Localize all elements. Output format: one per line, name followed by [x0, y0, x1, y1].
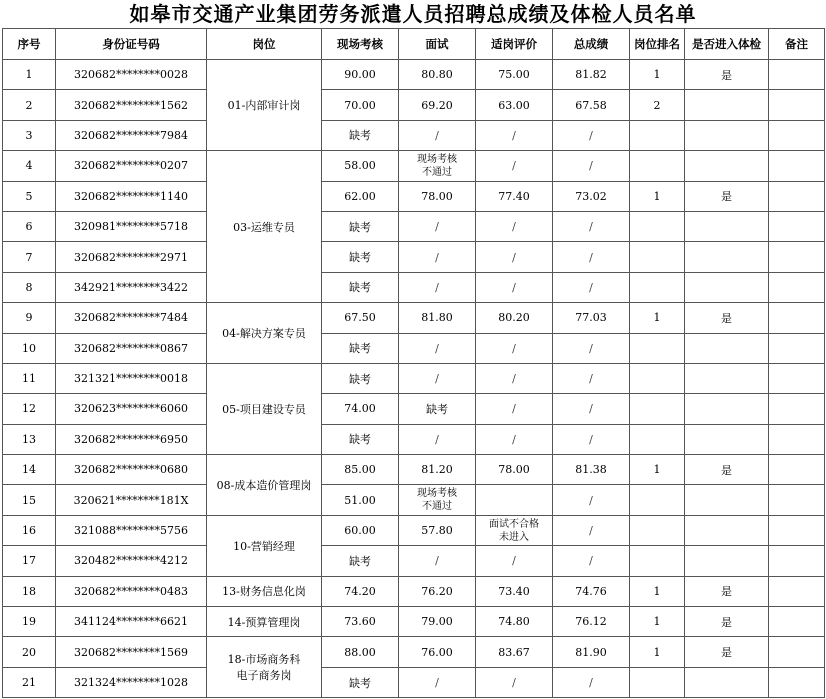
- table-row: [3, 576, 825, 606]
- table-row: [3, 637, 825, 667]
- cell-total: 76.12: [553, 607, 630, 637]
- cell-eval: /: [476, 667, 553, 697]
- table-row: [3, 515, 825, 545]
- table-row: [3, 303, 825, 333]
- cell-note: [769, 211, 825, 241]
- cell-id: 320682********1569: [56, 637, 207, 667]
- cell-onsite: 67.50: [322, 303, 399, 333]
- cell-onsite: 60.00: [322, 515, 399, 545]
- cell-exam: [685, 485, 769, 515]
- cell-position: 03-运维专员: [207, 151, 322, 303]
- cell-onsite: 70.00: [322, 90, 399, 120]
- cell-rank: 1: [630, 576, 685, 606]
- cell-total: 67.58: [553, 90, 630, 120]
- cell-no: 15: [3, 485, 56, 515]
- cell-rank: 1: [630, 607, 685, 637]
- cell-eval: /: [476, 424, 553, 454]
- cell-no: 8: [3, 272, 56, 302]
- cell-interview: 79.00: [399, 607, 476, 637]
- cell-onsite: 缺考: [322, 211, 399, 241]
- cell-id: 320981********5718: [56, 211, 207, 241]
- table-row: [3, 181, 825, 211]
- cell-eval: /: [476, 363, 553, 393]
- cell-total: /: [553, 242, 630, 272]
- cell-note: [769, 363, 825, 393]
- cell-note: [769, 181, 825, 211]
- cell-interview: 76.00: [399, 637, 476, 667]
- table-row: [3, 363, 825, 393]
- cell-exam: [685, 242, 769, 272]
- cell-eval: /: [476, 394, 553, 424]
- header-interview: 面试: [399, 29, 476, 60]
- cell-position: 05-项目建设专员: [207, 363, 322, 454]
- cell-onsite: 74.20: [322, 576, 399, 606]
- cell-total: 81.38: [553, 455, 630, 485]
- cell-rank: [630, 424, 685, 454]
- cell-total: /: [553, 151, 630, 181]
- cell-eval: /: [476, 120, 553, 150]
- cell-position: 04-解决方案专员: [207, 303, 322, 364]
- cell-rank: [630, 363, 685, 393]
- cell-exam: 是: [685, 303, 769, 333]
- cell-note: [769, 455, 825, 485]
- cell-id: 320682********0028: [56, 60, 207, 90]
- cell-position: 14-预算管理岗: [207, 607, 322, 637]
- cell-id: 320482********4212: [56, 546, 207, 576]
- cell-onsite: 62.00: [322, 181, 399, 211]
- cell-onsite: 缺考: [322, 333, 399, 363]
- cell-id: 320682********2971: [56, 242, 207, 272]
- table-row: [3, 607, 825, 637]
- cell-total: /: [553, 333, 630, 363]
- cell-rank: [630, 546, 685, 576]
- cell-total: /: [553, 363, 630, 393]
- cell-interview: /: [399, 242, 476, 272]
- cell-note: [769, 485, 825, 515]
- table-row: [3, 272, 825, 302]
- cell-note: [769, 546, 825, 576]
- cell-eval: /: [476, 546, 553, 576]
- cell-rank: 1: [630, 303, 685, 333]
- cell-eval: /: [476, 333, 553, 363]
- cell-id: 320682********6950: [56, 424, 207, 454]
- cell-no: 4: [3, 151, 56, 181]
- header-rank: 岗位排名: [630, 29, 685, 60]
- cell-position: 18-市场商务科 电子商务岗: [207, 637, 322, 698]
- cell-exam: [685, 90, 769, 120]
- cell-onsite: 74.00: [322, 394, 399, 424]
- cell-onsite: 73.60: [322, 607, 399, 637]
- cell-no: 14: [3, 455, 56, 485]
- cell-no: 11: [3, 363, 56, 393]
- cell-note: [769, 576, 825, 606]
- cell-interview: 76.20: [399, 576, 476, 606]
- table-row: [3, 333, 825, 363]
- cell-interview: /: [399, 333, 476, 363]
- cell-id: 320682********0680: [56, 455, 207, 485]
- cell-interview: /: [399, 667, 476, 697]
- cell-total: 73.02: [553, 181, 630, 211]
- cell-eval: 面试不合格 未进入: [476, 515, 553, 545]
- cell-rank: [630, 211, 685, 241]
- cell-interview: 80.80: [399, 60, 476, 90]
- table-row: [3, 394, 825, 424]
- table-row: [3, 485, 825, 515]
- cell-interview: 现场考核 不通过: [399, 151, 476, 181]
- cell-id: 321088********5756: [56, 515, 207, 545]
- cell-exam: [685, 515, 769, 545]
- table-row: [3, 211, 825, 241]
- cell-no: 1: [3, 60, 56, 90]
- cell-interview: /: [399, 120, 476, 150]
- cell-no: 16: [3, 515, 56, 545]
- cell-rank: [630, 120, 685, 150]
- header-eval: 适岗评价: [476, 29, 553, 60]
- cell-note: [769, 607, 825, 637]
- cell-exam: [685, 394, 769, 424]
- cell-position: 01-内部审计岗: [207, 60, 322, 151]
- cell-interview: /: [399, 272, 476, 302]
- cell-no: 2: [3, 90, 56, 120]
- cell-id: 342921********3422: [56, 272, 207, 302]
- cell-note: [769, 90, 825, 120]
- cell-total: 81.90: [553, 637, 630, 667]
- cell-eval: 73.40: [476, 576, 553, 606]
- cell-id: 320623********6060: [56, 394, 207, 424]
- table-row: [3, 242, 825, 272]
- cell-total: 81.82: [553, 60, 630, 90]
- cell-eval: /: [476, 151, 553, 181]
- cell-total: /: [553, 424, 630, 454]
- table-row: [3, 90, 825, 120]
- cell-id: 341124********6621: [56, 607, 207, 637]
- cell-onsite: 缺考: [322, 363, 399, 393]
- cell-total: /: [553, 515, 630, 545]
- cell-no: 7: [3, 242, 56, 272]
- cell-no: 6: [3, 211, 56, 241]
- table-row: [3, 120, 825, 150]
- cell-eval: /: [476, 242, 553, 272]
- cell-interview: /: [399, 363, 476, 393]
- cell-rank: 1: [630, 637, 685, 667]
- cell-exam: 是: [685, 607, 769, 637]
- cell-id: 320682********0483: [56, 576, 207, 606]
- cell-eval: 83.67: [476, 637, 553, 667]
- cell-rank: [630, 667, 685, 697]
- cell-onsite: 缺考: [322, 424, 399, 454]
- cell-exam: 是: [685, 181, 769, 211]
- cell-total: /: [553, 667, 630, 697]
- header-row: [3, 29, 825, 60]
- cell-onsite: 85.00: [322, 455, 399, 485]
- cell-id: 321321********0018: [56, 363, 207, 393]
- cell-note: [769, 515, 825, 545]
- cell-eval: /: [476, 272, 553, 302]
- table-row: [3, 424, 825, 454]
- table-row: [3, 455, 825, 485]
- cell-onsite: 51.00: [322, 485, 399, 515]
- cell-eval: 75.00: [476, 60, 553, 90]
- cell-onsite: 缺考: [322, 242, 399, 272]
- results-table: [2, 28, 825, 698]
- header-id: 身份证号码: [56, 29, 207, 60]
- cell-interview: 缺考: [399, 394, 476, 424]
- cell-note: [769, 394, 825, 424]
- header-no: 序号: [3, 29, 56, 60]
- table-row: [3, 60, 825, 90]
- cell-interview: /: [399, 546, 476, 576]
- cell-rank: [630, 485, 685, 515]
- cell-interview: 81.80: [399, 303, 476, 333]
- cell-no: 10: [3, 333, 56, 363]
- cell-total: /: [553, 394, 630, 424]
- cell-interview: 现场考核 不通过: [399, 485, 476, 515]
- cell-rank: [630, 151, 685, 181]
- cell-note: [769, 151, 825, 181]
- cell-interview: 57.80: [399, 515, 476, 545]
- cell-id: 320682********7984: [56, 120, 207, 150]
- cell-note: [769, 637, 825, 667]
- cell-exam: [685, 151, 769, 181]
- cell-rank: 1: [630, 181, 685, 211]
- cell-rank: [630, 515, 685, 545]
- cell-position: 08-成本造价管理岗: [207, 455, 322, 516]
- cell-onsite: 缺考: [322, 272, 399, 302]
- cell-id: 320682********1140: [56, 181, 207, 211]
- cell-rank: 1: [630, 455, 685, 485]
- cell-no: 17: [3, 546, 56, 576]
- cell-exam: [685, 211, 769, 241]
- cell-rank: [630, 242, 685, 272]
- cell-no: 13: [3, 424, 56, 454]
- cell-exam: [685, 424, 769, 454]
- cell-onsite: 缺考: [322, 546, 399, 576]
- cell-rank: 2: [630, 90, 685, 120]
- cell-rank: [630, 272, 685, 302]
- cell-eval: /: [476, 211, 553, 241]
- cell-total: /: [553, 120, 630, 150]
- cell-total: /: [553, 546, 630, 576]
- cell-exam: [685, 363, 769, 393]
- cell-no: 9: [3, 303, 56, 333]
- cell-eval: 77.40: [476, 181, 553, 211]
- cell-position: 10-营销经理: [207, 515, 322, 576]
- cell-exam: [685, 667, 769, 697]
- cell-rank: 1: [630, 60, 685, 90]
- cell-note: [769, 242, 825, 272]
- cell-no: 12: [3, 394, 56, 424]
- cell-no: 18: [3, 576, 56, 606]
- cell-onsite: 58.00: [322, 151, 399, 181]
- cell-exam: [685, 546, 769, 576]
- cell-interview: 81.20: [399, 455, 476, 485]
- cell-id: 320682********0207: [56, 151, 207, 181]
- header-total: 总成绩: [553, 29, 630, 60]
- cell-interview: /: [399, 211, 476, 241]
- header-onsite: 现场考核: [322, 29, 399, 60]
- cell-exam: [685, 272, 769, 302]
- cell-interview: 69.20: [399, 90, 476, 120]
- cell-interview: /: [399, 424, 476, 454]
- cell-eval: 63.00: [476, 90, 553, 120]
- cell-note: [769, 424, 825, 454]
- cell-note: [769, 303, 825, 333]
- cell-onsite: 88.00: [322, 637, 399, 667]
- table-row: [3, 667, 825, 697]
- cell-exam: 是: [685, 455, 769, 485]
- cell-interview: 78.00: [399, 181, 476, 211]
- cell-total: /: [553, 485, 630, 515]
- cell-note: [769, 333, 825, 363]
- header-exam: 是否进入体检: [685, 29, 769, 60]
- cell-rank: [630, 333, 685, 363]
- cell-no: 19: [3, 607, 56, 637]
- cell-onsite: 90.00: [322, 60, 399, 90]
- cell-exam: [685, 333, 769, 363]
- header-note: 备注: [769, 29, 825, 60]
- cell-total: 74.76: [553, 576, 630, 606]
- cell-id: 320621********181X: [56, 485, 207, 515]
- cell-total: 77.03: [553, 303, 630, 333]
- cell-exam: 是: [685, 576, 769, 606]
- cell-eval: 80.20: [476, 303, 553, 333]
- cell-no: 3: [3, 120, 56, 150]
- table-row: [3, 546, 825, 576]
- cell-note: [769, 272, 825, 302]
- cell-eval: 78.00: [476, 455, 553, 485]
- cell-exam: 是: [685, 60, 769, 90]
- cell-note: [769, 60, 825, 90]
- cell-eval: [476, 485, 553, 515]
- cell-id: 320682********1562: [56, 90, 207, 120]
- cell-no: 21: [3, 667, 56, 697]
- cell-exam: 是: [685, 637, 769, 667]
- table-row: [3, 151, 825, 181]
- cell-total: /: [553, 272, 630, 302]
- cell-rank: [630, 394, 685, 424]
- cell-eval: 74.80: [476, 607, 553, 637]
- page-title: 如皋市交通产业集团劳务派遣人员招聘总成绩及体检人员名单: [129, 2, 697, 26]
- cell-id: 320682********7484: [56, 303, 207, 333]
- cell-no: 5: [3, 181, 56, 211]
- cell-onsite: 缺考: [322, 120, 399, 150]
- cell-no: 20: [3, 637, 56, 667]
- cell-exam: [685, 120, 769, 150]
- cell-note: [769, 120, 825, 150]
- cell-id: 320682********0867: [56, 333, 207, 363]
- cell-note: [769, 667, 825, 697]
- cell-position: 13-财务信息化岗: [207, 576, 322, 606]
- cell-total: /: [553, 211, 630, 241]
- cell-onsite: 缺考: [322, 667, 399, 697]
- header-position: 岗位: [207, 29, 322, 60]
- cell-id: 321324********1028: [56, 667, 207, 697]
